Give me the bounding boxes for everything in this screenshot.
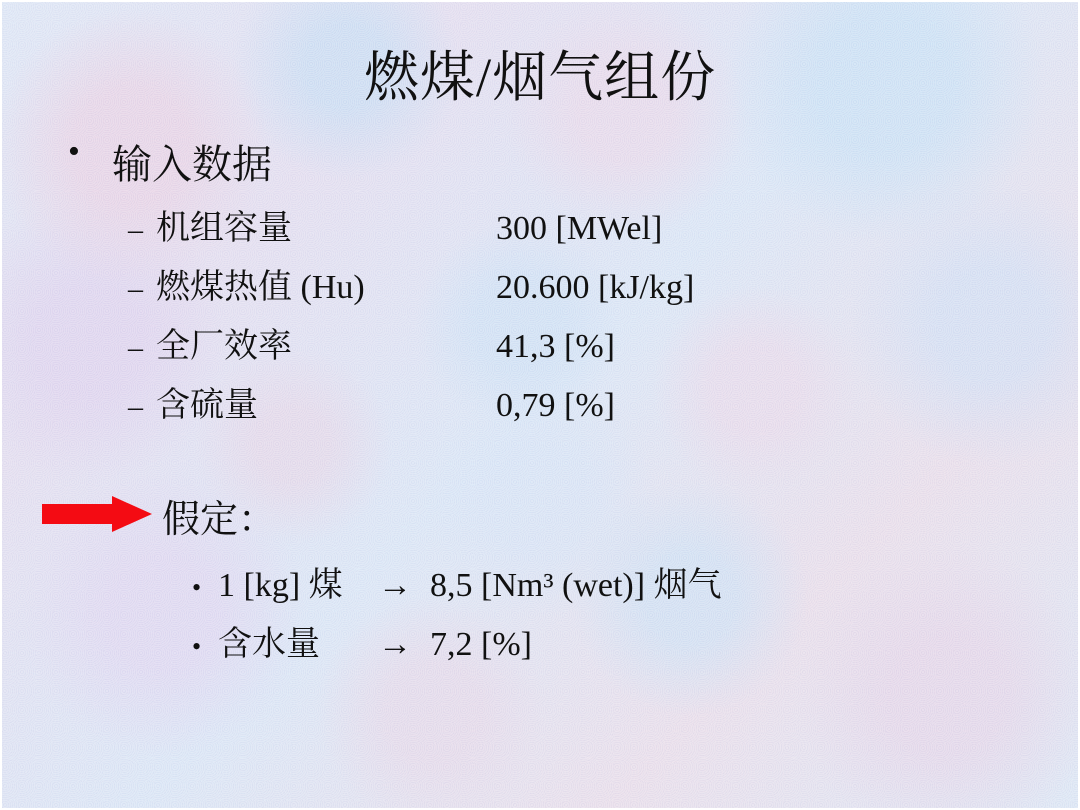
section-heading (68, 133, 1078, 190)
section-heading-label: 输入数据 (112, 142, 272, 187)
slide-content (2, 2, 1078, 808)
input-row-value: 41,3 [%] (496, 328, 615, 365)
input-row-value: 20.600 [kJ/kg] (496, 269, 695, 306)
sub-bullet-glyph-icon: • (192, 632, 202, 661)
red-arrow-head (112, 496, 152, 532)
list-item (128, 318, 1078, 367)
input-row-label: 含硫量 (156, 387, 258, 424)
red-arrow-shaft (42, 504, 116, 524)
assumption-term: 1 [kg] 煤 (218, 567, 343, 604)
sub-bullet-glyph-icon: • (192, 573, 202, 602)
input-data-list (128, 200, 1078, 426)
bullet-glyph-icon: • (68, 133, 80, 170)
assumption-value: 8,5 [Nm³ (wet)] 烟气 (430, 567, 722, 604)
assumption-value: 7,2 [%] (430, 626, 532, 663)
input-row-value: 300 [MWel] (496, 210, 663, 247)
page-title: 燃煤/烟气组份 (363, 47, 717, 108)
dash-glyph-icon: – (128, 213, 143, 246)
input-row-label: 全厂效率 (156, 328, 292, 365)
dash-glyph-icon: – (128, 331, 143, 364)
list-item (192, 557, 1078, 606)
input-row-label: 机组容量 (156, 210, 292, 247)
input-row-label: 燃煤热值 (Hu) (156, 269, 365, 306)
list-item (128, 377, 1078, 426)
red-arrow-icon (42, 496, 152, 530)
arrow-glyph-icon: → (378, 567, 412, 604)
list-item (128, 259, 1078, 308)
dash-glyph-icon: – (128, 272, 143, 305)
list-item (128, 200, 1078, 249)
assumption-term: 含水量 (218, 626, 320, 663)
dash-glyph-icon: – (128, 390, 143, 423)
input-row-value: 0,79 [%] (496, 387, 615, 424)
assumptions-label: 假定： (162, 499, 277, 541)
list-item (192, 616, 1078, 665)
assumptions-block (2, 488, 1078, 665)
assumptions-list (192, 557, 1078, 665)
arrow-glyph-icon: → (378, 626, 412, 663)
